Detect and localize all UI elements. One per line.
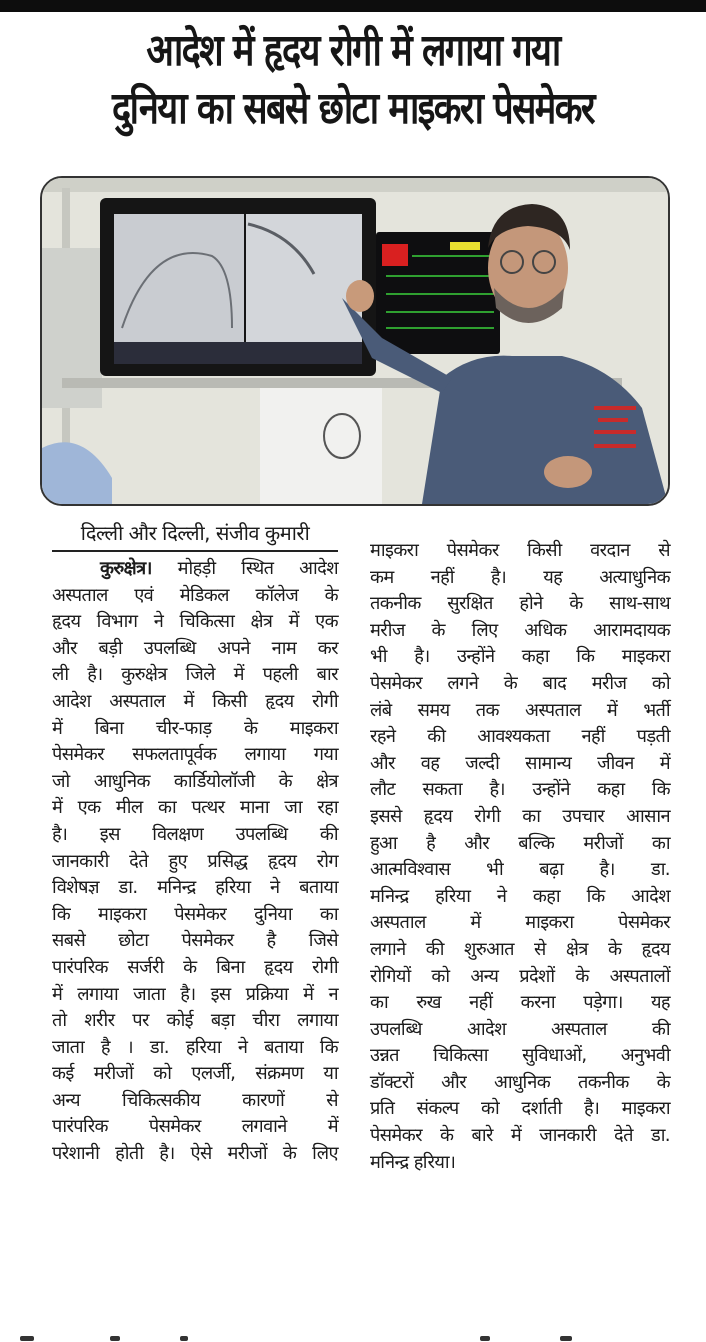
text-line: पारंपरिक पेसमेकर लगवाने में xyxy=(52,1116,338,1138)
headline xyxy=(0,22,706,138)
text-line: में एक मील का पत्थर माना जा रहा xyxy=(52,797,338,819)
news-photo xyxy=(40,176,670,506)
text-line: माइकरा पेसमेकर किसी वरदान से xyxy=(370,540,670,561)
text-line: सबसे छोटा पेसमेकर है जिसे xyxy=(52,930,338,952)
text-line: डॉक्टरों और आधुनिक तकनीक के xyxy=(370,1071,670,1093)
dateline: कुरुक्षेत्र। xyxy=(100,558,152,579)
text-line: अस्पताल एवं मेडिकल कॉलेज के xyxy=(52,584,338,606)
text-line: कि माइकरा पेसमेकर दुनिया का xyxy=(52,903,338,925)
text-line: है। इस विलक्षण उपलब्धि की xyxy=(52,823,338,845)
text-line: मनिन्द्र हरिया। xyxy=(370,1151,456,1173)
text-line: प्रति संकल्प को दर्शाती है। माइकरा xyxy=(370,1098,670,1120)
text-line: पारंपरिक सर्जरी के बिना हृदय रोगी xyxy=(52,956,338,978)
headline-line-2: दुनिया का सबसे छोटा माइकरा पेसमेकर xyxy=(112,83,594,134)
text-line: लंबे समय तक अस्पताल में भर्ती xyxy=(370,699,670,721)
text-line: जो आधुनिक कार्डियोलॉजी के क्षेत्र xyxy=(52,770,338,792)
text-line: जानकारी देते हुए प्रसिद्ध हृदय रोग xyxy=(52,850,338,872)
article-paragraph-1 xyxy=(52,556,338,1168)
text-line: पेसमेकर के बारे में जानकारी देते डा. xyxy=(370,1125,670,1147)
article-column-right xyxy=(370,538,670,1176)
text-line: आत्मविश्वास भी बढ़ा है। डा. xyxy=(370,859,670,881)
text-line: रहने की आवश्यकता नहीं पड़ती xyxy=(370,726,670,748)
text-line: हुआ है और बल्कि मरीजों का xyxy=(370,832,670,854)
text-line: कई मरीजों को एलर्जी, संक्रमण या xyxy=(52,1063,338,1085)
text-line: भी है। उन्होंने कहा कि माइकरा xyxy=(370,646,670,668)
cropped-next-line xyxy=(0,1334,706,1342)
text-line: और बड़ी उपलब्धि अपने नाम कर xyxy=(52,637,338,659)
text-line: मोहड़ी स्थित आदेश xyxy=(177,558,338,579)
text-line: रोगियों को अन्य प्रदेशों के अस्पतालों xyxy=(370,965,670,987)
text-line: और वह जल्दी सामान्य जीवन में xyxy=(370,752,670,774)
text-line: उपलब्धि आदेश अस्पताल की xyxy=(370,1018,670,1040)
article-column-left xyxy=(52,520,338,1168)
text-line: लगाने की शुरुआत से क्षेत्र के हृदय xyxy=(370,938,670,960)
text-line: तो शरीर पर कोई बड़ा चीरा लगाया xyxy=(52,1010,338,1032)
text-line: में लगाया जाता है। इस प्रक्रिया में न xyxy=(52,983,338,1005)
headline-line-1: आदेश में हृदय रोगी में लगाया गया xyxy=(146,25,560,76)
text-line: कम नहीं है। यह अत्याधुनिक xyxy=(370,566,670,588)
text-line: जाता है । डा. हरिया ने बताया कि xyxy=(52,1036,338,1058)
text-line: ली है। कुरुक्षेत्र जिले में पहली बार xyxy=(52,664,338,686)
text-line: का रुख नहीं करना पड़ेगा। यह xyxy=(370,992,670,1014)
cath-lab-photo-icon xyxy=(42,178,668,504)
text-line: तकनीक सुरक्षित होने के साथ-साथ xyxy=(370,593,670,615)
top-black-bar xyxy=(0,0,706,12)
text-line: पेसमेकर सफलतापूर्वक लगाया गया xyxy=(52,744,338,766)
text-line: उन्नत चिकित्सा सुविधाओं, अनुभवी xyxy=(370,1045,670,1067)
text-line: हृदय विभाग ने चिकित्सा क्षेत्र में एक xyxy=(52,611,338,633)
text-line: अस्पताल में माइकरा पेसमेकर xyxy=(370,912,670,934)
text-line: इससे हृदय रोगी का उपचार आसान xyxy=(370,805,670,827)
text-line: परेशानी होती है। ऐसे मरीजों के लिए xyxy=(52,1143,338,1165)
text-line: अन्य चिकित्सकीय कारणों से xyxy=(52,1089,338,1111)
text-line: आदेश अस्पताल में किसी हृदय रोगी xyxy=(52,690,338,712)
text-line: विशेषज्ञ डा. मनिन्द्र हरिया ने बताया xyxy=(52,877,338,899)
byline: दिल्ली और दिल्ली, संजीव कुमारी xyxy=(52,520,338,552)
article-paragraph-2 xyxy=(370,538,670,1176)
text-line: मरीज के लिए अधिक आरामदायक xyxy=(370,619,670,641)
text-line: पेसमेकर लगने के बाद मरीज को xyxy=(370,672,670,694)
text-line: मनिन्द्र हरिया ने कहा कि आदेश xyxy=(370,885,670,907)
text-line: लौट सकता है। उन्होंने कहा कि xyxy=(370,779,670,801)
text-line: में बिना चीर-फाड़ के माइकरा xyxy=(52,717,338,739)
